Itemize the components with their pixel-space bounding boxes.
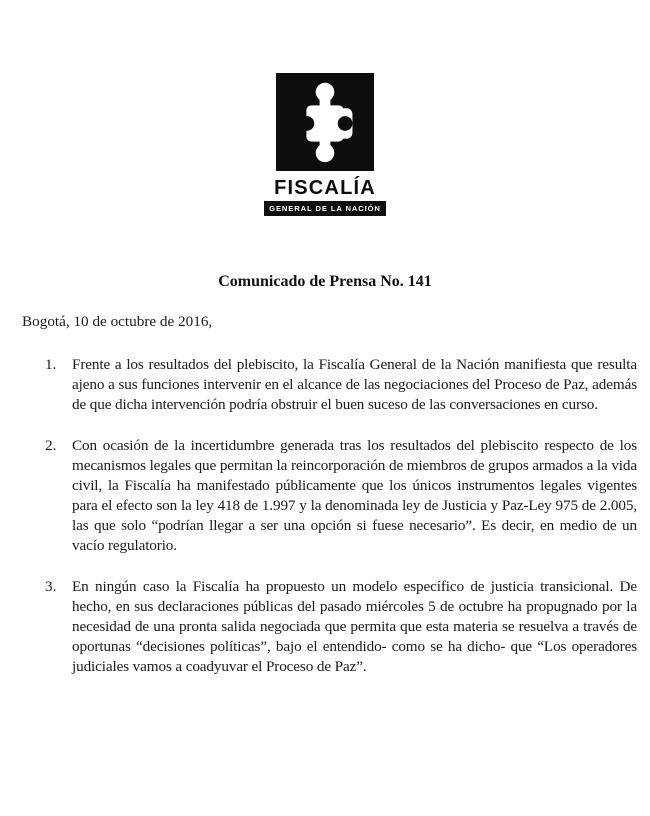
list-item-text: Frente a los resultados del plebiscito, la Fiscalía General de la Nación manifiesta que resulta ajeno a sus funciones intervenir en el alcance de las negociaciones del Proceso de Paz, además de que dicha intervención podría obstruir el buen suceso de las conversaciones en curso. — [72, 355, 637, 413]
list-item — [0, 436, 650, 556]
list-item-text: Con ocasión de la incertidumbre generada tras los resultados del plebiscito respecto de los mecanismos legales que permitan la reincorporación de miembros de grupos armados a la vida civil, la Fiscalía ha manifestado públicamente que los únicos instrumentos legales vigentes para el efecto son la ley 418 de 1.997 y la denominada ley de Justicia y Paz-Ley 975 de 2.005, las que solo “podrían llegar a ser una opción si fuese necesario”. Es decir, en medio de un vacío regulatorio. — [72, 436, 637, 554]
list-item — [0, 355, 650, 415]
document-title: Comunicado de Prensa No. 141 — [218, 272, 432, 290]
dateline: Bogotá, 10 de octubre de 2016, — [22, 312, 213, 330]
list-item-number: 1. — [45, 355, 57, 373]
list-item-number: 2. — [45, 436, 57, 454]
fiscalia-logo — [0, 0, 650, 216]
list-item — [0, 577, 650, 677]
list-item-text: En ningún caso la Fiscalía ha propuesto un modelo específico de justicia transicional. De hecho, en sus declaraciones públicas del pasado miércoles 5 de octubre ha propugnado por la necesidad de una pronta salida negociada que permita que esta materia se resuelva a través de oportunas “decisiones políticas”, bajo el entendido- como se ha dicho- que “Los operadores judiciales vamos a coadyuvar el Proceso de Paz”. — [72, 577, 637, 675]
list-item-number: 3. — [45, 577, 57, 595]
puzzle-piece-icon — [276, 73, 374, 171]
logo-tagline: GENERAL DE LA NACIÓN — [264, 201, 386, 216]
logo-wordmark: FISCALÍA — [274, 177, 376, 199]
numbered-list — [0, 355, 650, 677]
